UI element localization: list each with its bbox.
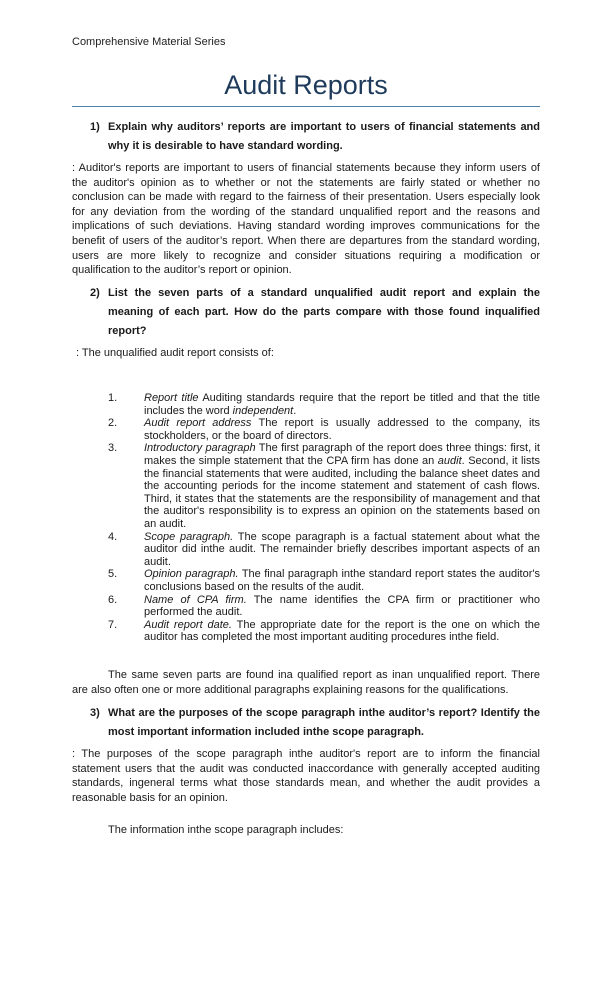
list-item-tail: . Second, it lists the financial statements that were audited, including the balance sheet dates and the accounting periods for the income statement and statement of cash flows. Third, it states that the statements are the responsibility of management and that the auditor's responsibility is to express an opinion on the statements based on an audit. xyxy=(144,454,540,530)
question-3 xyxy=(72,704,540,742)
list-item xyxy=(72,442,540,530)
list-item-text: Auditing standards require that the report be titled and that the title includes the word xyxy=(144,392,540,417)
list-item-term: Report title xyxy=(144,392,199,404)
question-1 xyxy=(72,118,540,156)
title-rule xyxy=(72,106,540,107)
question-2 xyxy=(72,284,540,341)
list-item-tail: . xyxy=(293,404,297,417)
series-header: Comprehensive Material Series xyxy=(72,36,226,48)
list-item-term: Audit report address xyxy=(144,417,252,430)
question-1-number: 1) xyxy=(90,121,100,133)
list-item xyxy=(72,392,540,417)
answer-1: : Auditor's reports are important to users of financial statements because they inform users of the auditor's opinion as to whether or not the statements are fairly stated or whether no conclusion can be made with regard to the fairness of their presentation. Users especially look for any deviation from the wording of the standard unqualified report and the reasons and implications of such deviations. Having standard wording improves communications for the benefit of users of the auditor’s report. When there are departures from the standard wording, users are more likely to recognize and consider situations requiring a modification or qualification to the auditor’s report or opinion. xyxy=(72,162,540,277)
list-item xyxy=(72,417,540,442)
list-item-number: 6. xyxy=(108,593,118,606)
report-parts-list xyxy=(72,392,540,644)
list-item xyxy=(72,531,540,569)
list-item-number: 3. xyxy=(108,442,118,455)
list-item-number: 5. xyxy=(108,568,118,581)
question-3-number: 3) xyxy=(90,707,100,719)
question-3-text: What are the purposes of the scope paragraph inthe auditor’s report? Identify the most important information included inthe scope paragraph. xyxy=(108,707,540,738)
list-item xyxy=(72,619,540,644)
answer-2-closing: The same seven parts are found ina qualified report as inan unqualified report. There are also often one or more additional paragraphs explaining reasons for the qualifications. xyxy=(72,669,540,696)
list-item-text: The name identifies the CPA firm or practitioner who performed the audit. xyxy=(144,593,540,619)
answer-2-intro: : The unqualified audit report consists of: xyxy=(76,347,274,359)
list-item-term: Audit report date. xyxy=(144,618,232,631)
question-1-text: Explain why auditors’ reports are important to users of financial statements and why it is desirable to have standard wording. xyxy=(108,121,540,152)
list-item-term-2: audit xyxy=(437,454,462,467)
list-item-term: Introductory paragraph xyxy=(144,442,256,455)
list-item-number: 2. xyxy=(108,417,118,430)
list-item-text: The report is usually addressed to the company, its stockholders, or the board of directors. xyxy=(144,417,541,442)
scope-info-intro: The information inthe scope paragraph includes: xyxy=(108,824,344,836)
list-item-term: Scope paragraph. xyxy=(144,530,234,543)
answer-3: : The purposes of the scope paragraph inthe auditor's report are to inform the financial statement users that the audit was conducted inaccordance with generally accepted auditing standards, ingeneral terms what those standards mean, and whether the audit provides a reasonable basis for an opinion. xyxy=(72,748,540,804)
question-2-number: 2) xyxy=(90,287,100,299)
list-item-text: The appropriate date for the report is the one on which the auditor has completed the most important auditing procedures inthe field. xyxy=(144,618,541,644)
list-item-term: Name of CPA firm. xyxy=(144,593,247,606)
list-item xyxy=(72,568,540,593)
list-item-term: Opinion paragraph. xyxy=(144,568,239,581)
list-item-number: 4. xyxy=(108,530,118,543)
list-item-text: The final paragraph inthe standard report states the auditor's conclusions based on the results of the audit. xyxy=(144,568,540,593)
list-item-number: 7. xyxy=(108,618,118,631)
question-2-text: List the seven parts of a standard unqualified audit report and explain the meaning of each part. How do the parts compare with those found inqualified report? xyxy=(108,287,540,337)
page-title: Audit Reports xyxy=(224,70,388,100)
list-item-number: 1. xyxy=(108,392,118,404)
list-item-text: The first paragraph of the report does three things: first, it makes the simple statement that the CPA firm has done an xyxy=(144,442,540,467)
list-item xyxy=(72,594,540,619)
list-item-text: The scope paragraph is a factual statement about what the auditor did inthe audit. The remainder briefly describes important aspects of an audit. xyxy=(144,530,540,568)
list-item-term-2: independent xyxy=(232,404,294,417)
